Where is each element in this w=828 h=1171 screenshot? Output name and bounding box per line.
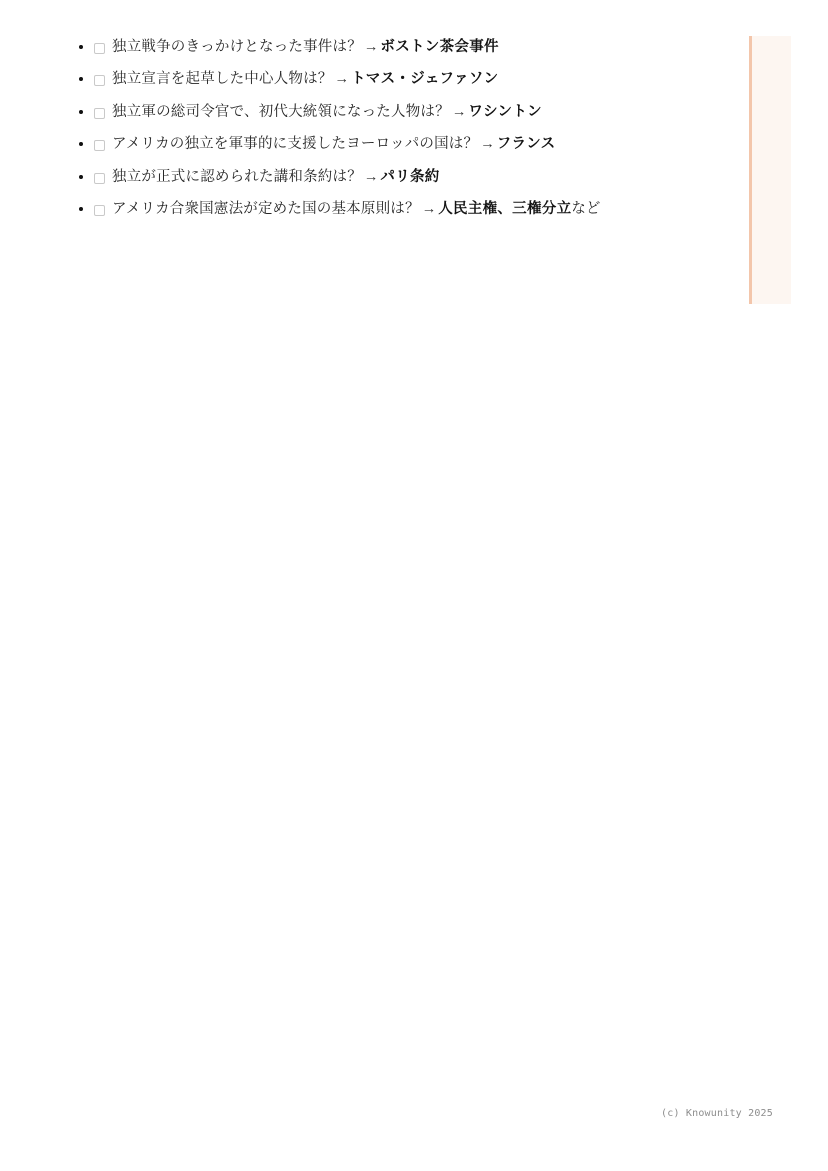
bullet-icon bbox=[79, 45, 83, 49]
question-checklist bbox=[70, 36, 670, 222]
bullet-icon bbox=[79, 142, 83, 146]
checkbox[interactable] bbox=[94, 173, 105, 184]
checkbox[interactable] bbox=[94, 75, 105, 86]
arrow-separator: → bbox=[334, 71, 349, 88]
list-item-content bbox=[112, 201, 600, 217]
list-item-content bbox=[112, 136, 555, 152]
question-text: アメリカの独立を軍事的に支援したヨーロッパの国は？ bbox=[112, 136, 479, 153]
bullet-icon bbox=[79, 175, 83, 179]
answer-text: フランス bbox=[496, 136, 556, 153]
checkbox[interactable] bbox=[94, 140, 105, 151]
list-item-content bbox=[112, 104, 542, 120]
list-item bbox=[70, 166, 670, 189]
arrow-separator: → bbox=[363, 168, 379, 185]
answer-text: トマス・ジェファソン bbox=[351, 71, 499, 88]
list-item-content bbox=[112, 71, 498, 87]
list-item-content bbox=[112, 39, 499, 55]
bullet-icon bbox=[79, 207, 83, 211]
decorative-side-panel bbox=[749, 36, 791, 304]
answer-text: 人民主権、三権分立 bbox=[438, 201, 572, 218]
bullet-icon bbox=[79, 110, 83, 114]
checkbox[interactable] bbox=[94, 108, 105, 119]
question-text: 独立が正式に認められた講和条約は？ bbox=[112, 168, 362, 185]
list-item bbox=[70, 101, 670, 124]
answer-text: パリ条約 bbox=[380, 168, 440, 185]
list-item bbox=[70, 36, 670, 59]
question-text: 独立宣言を起草した中心人物は？ bbox=[112, 71, 333, 88]
answer-text: ボストン茶会事件 bbox=[380, 39, 499, 55]
arrow-separator: → bbox=[363, 39, 379, 55]
answer-text: ワシントン bbox=[468, 103, 542, 120]
arrow-separator: → bbox=[480, 136, 495, 153]
question-text: アメリカ合衆国憲法が定めた国の基本原則は？ bbox=[112, 201, 420, 218]
bullet-icon bbox=[79, 77, 83, 81]
document-content bbox=[70, 36, 670, 231]
list-item bbox=[70, 133, 670, 156]
arrow-separator: → bbox=[421, 201, 437, 218]
question-text: 独立戦争のきっかけとなった事件は？ bbox=[112, 39, 362, 55]
list-item bbox=[70, 198, 670, 221]
arrow-separator: → bbox=[451, 103, 467, 120]
answer-tail-text: など bbox=[571, 201, 601, 218]
decorative-accent-bar bbox=[749, 36, 752, 304]
checkbox[interactable] bbox=[94, 205, 105, 216]
footer-copyright: (c) Knowunity 2025 bbox=[661, 1108, 773, 1119]
list-item-content bbox=[112, 169, 440, 185]
question-text: 独立軍の総司令官で、初代大統領になった人物は？ bbox=[112, 103, 450, 120]
list-item bbox=[70, 68, 670, 91]
checkbox[interactable] bbox=[94, 43, 105, 54]
